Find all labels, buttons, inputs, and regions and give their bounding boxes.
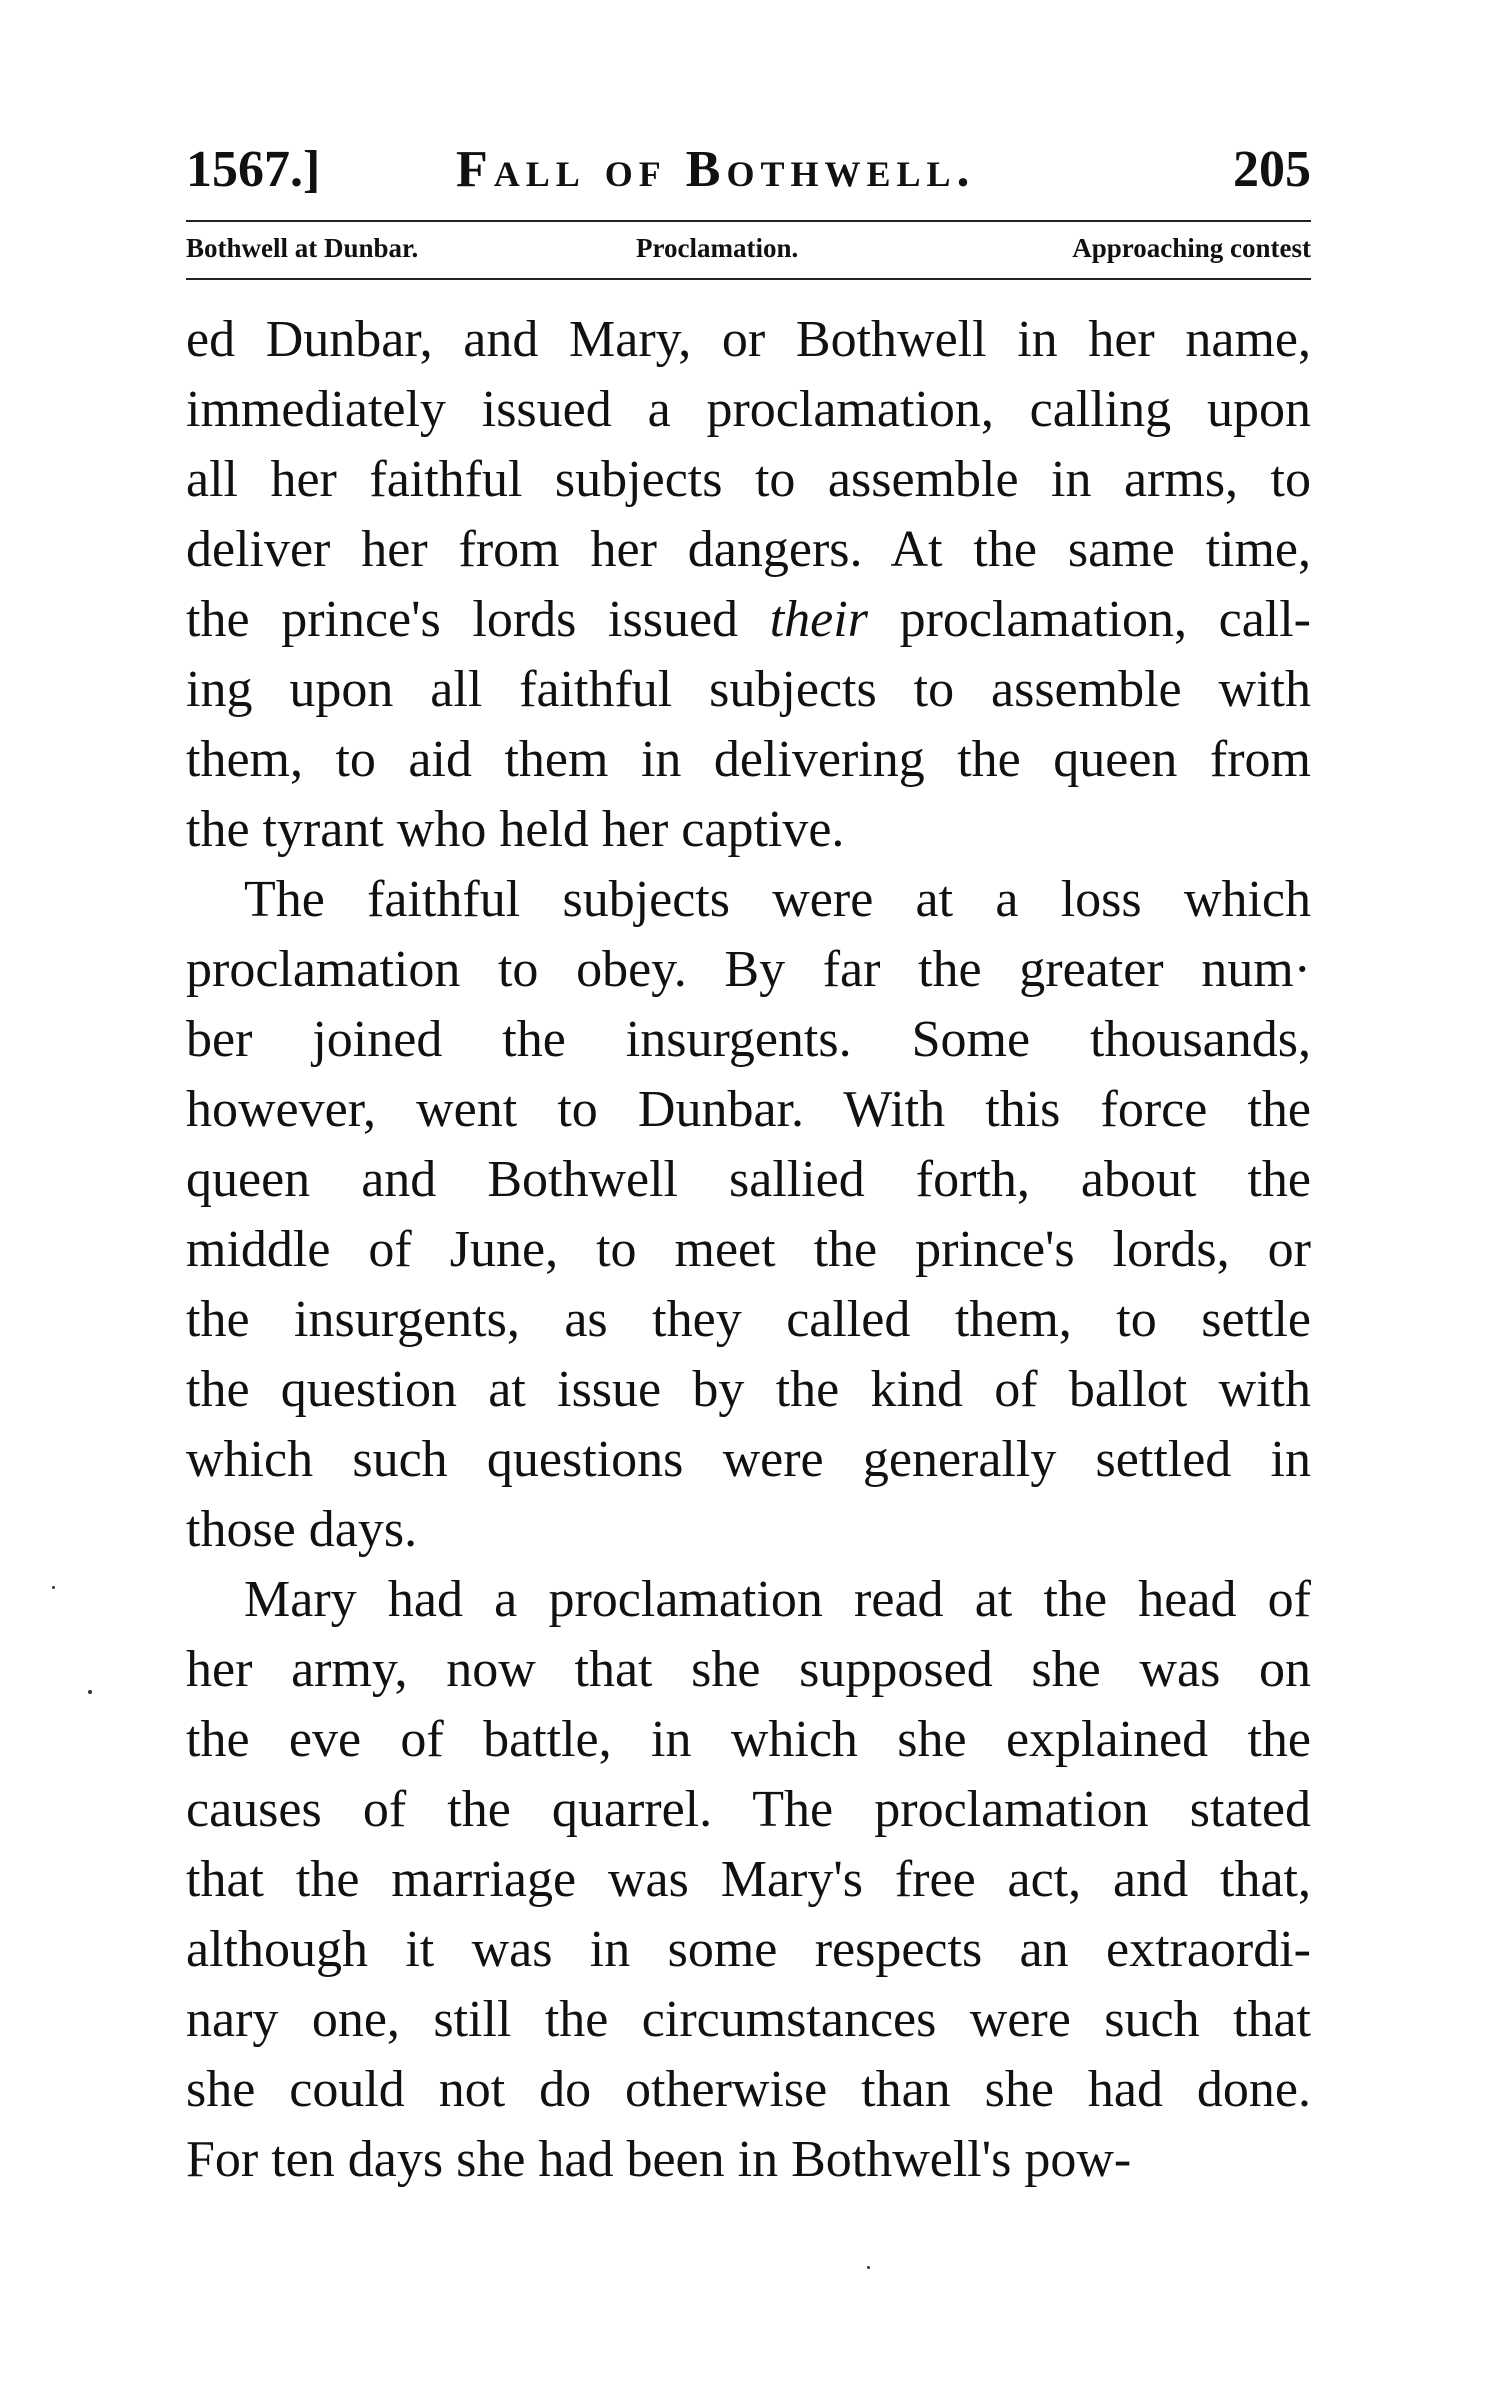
text-line: the question at issue by the kind of ballot with <box>186 1361 1311 1418</box>
page-number: 205 <box>1233 141 1311 198</box>
paragraph <box>186 865 1311 1565</box>
text-line: which such questions were generally settled in <box>186 1431 1311 1488</box>
text-line <box>186 585 1311 655</box>
text-line: ber joined the insurgents. Some thousands, <box>186 1011 1311 1068</box>
chapter-title: Fall of Bothwell. <box>456 141 976 198</box>
body-text <box>186 305 1311 2195</box>
subhead-left: Bothwell at Dunbar. <box>186 233 419 263</box>
text-line: deliver her from her dangers. At the same time, <box>186 521 1311 578</box>
text-line: although it was in some respects an extraordi- <box>186 1921 1311 1978</box>
header-rule-top <box>186 220 1311 222</box>
text-line: ing upon all faithful subjects to assemble with <box>186 661 1311 718</box>
text-line: her army, now that she supposed she was on <box>186 1641 1311 1698</box>
paragraph <box>186 305 1311 865</box>
text-line: she could not do otherwise than she had done. <box>186 2061 1311 2118</box>
text-line: causes of the quarrel. The proclamation stated <box>186 1781 1311 1838</box>
header-rule-bottom <box>186 278 1311 280</box>
running-subheads <box>186 233 1311 273</box>
text-line: however, went to Dunbar. With this force the <box>186 1081 1311 1138</box>
text-line: proclamation to obey. By far the greater num· <box>186 941 1311 998</box>
text-line: that the marriage was Mary's free act, and that, <box>186 1851 1311 1908</box>
text-line: all her faithful subjects to assemble in arms, to <box>186 451 1311 508</box>
text-line: the eve of battle, in which she explained the <box>186 1711 1311 1768</box>
text-run: proclamation, call- <box>867 591 1311 648</box>
italic-word: their <box>769 591 868 648</box>
text-line: For ten days she had been in Bothwell's pow- <box>186 2131 1132 2188</box>
header-year: 1567.] <box>186 141 321 198</box>
paragraph <box>186 1565 1311 2195</box>
text-line: Mary had a proclamation read at the head of <box>244 1571 1311 1628</box>
text-line: middle of June, to meet the prince's lords, or <box>186 1221 1311 1278</box>
text-run: the prince's lords issued <box>186 591 770 648</box>
text-line: the tyrant who held her captive. <box>186 801 845 858</box>
text-line: those days. <box>186 1501 418 1558</box>
subhead-right: Approaching contest <box>1072 233 1311 263</box>
text-line: the insurgents, as they called them, to settle <box>186 1291 1311 1348</box>
text-line: queen and Bothwell sallied forth, about the <box>186 1151 1311 1208</box>
running-header <box>186 120 1311 210</box>
text-line: ed Dunbar, and Mary, or Bothwell in her name, <box>186 311 1311 368</box>
book-page <box>186 120 1311 2188</box>
text-line: immediately issued a proclamation, calling upon <box>186 381 1311 438</box>
subhead-center: Proclamation. <box>636 233 799 263</box>
text-line: nary one, still the circumstances were such that <box>186 1991 1311 2048</box>
text-line: them, to aid them in delivering the queen from <box>186 731 1311 788</box>
text-line: The faithful subjects were at a loss which <box>244 871 1311 928</box>
